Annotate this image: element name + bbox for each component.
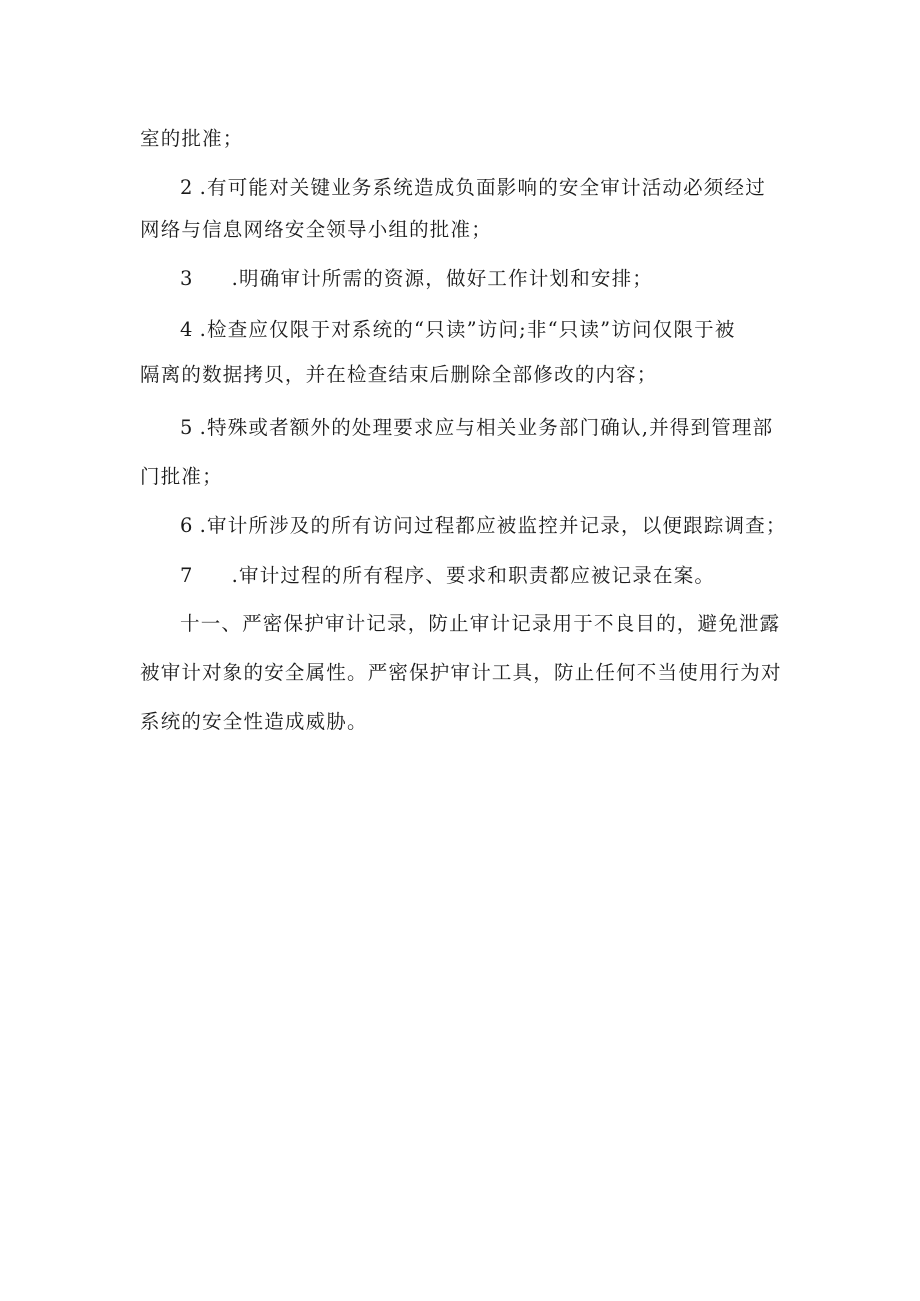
list-item-2 [180,176,766,200]
list-item-7 [180,564,715,588]
text-line-continuation [140,465,223,489]
line-text: 隔离的数据拷贝，并在检查结束后删除全部修改的内容； [140,363,658,386]
list-number: 5 [180,416,194,439]
list-number: 7 [180,564,194,587]
line-text: .有可能对关键业务系统造成负面影响的安全审计活动必须经过 [199,176,766,199]
line-text: .审计过程的所有程序、要求和职责都应被记录在案。 [231,564,716,587]
line-text: 十一、严密保护审计记录，防止审计记录用于不良目的，避免泄露 [180,612,781,635]
text-line-continuation [140,218,492,242]
list-number: 2 [180,176,194,199]
text-line-continuation [140,363,658,387]
list-number: 4 [180,318,194,341]
line-text: .检查应仅限于对系统的“只读”访问;非“只读”访问仅限于被 [199,318,736,341]
line-text: 门批准； [140,465,223,488]
line-text: .审计所涉及的所有访问过程都应被监控并记录，以便跟踪调查； [199,514,787,537]
list-number: 6 [180,514,194,537]
list-number: 3 [180,267,194,290]
line-text: .特殊或者额外的处理要求应与相关业务部门确认,并得到管理部 [199,416,774,439]
line-text: 被审计对象的安全属性。严密保护审计工具，防止任何不当使用行为对 [140,661,782,684]
text-line-continuation [140,710,368,734]
section-11-paragraph [180,612,780,636]
list-item-3 [180,267,653,291]
list-item-4 [180,318,736,342]
line-text: 室的批准； [140,127,244,150]
text-line-continuation [140,661,782,685]
line-text: 系统的安全性造成威胁。 [140,710,368,733]
line-text: .明确审计所需的资源，做好工作计划和安排； [231,267,654,290]
line-text: 网络与信息网络安全领导小组的批准； [140,218,492,241]
list-item-6 [180,514,787,538]
list-item-5 [180,416,773,440]
text-line-1 [140,127,244,151]
